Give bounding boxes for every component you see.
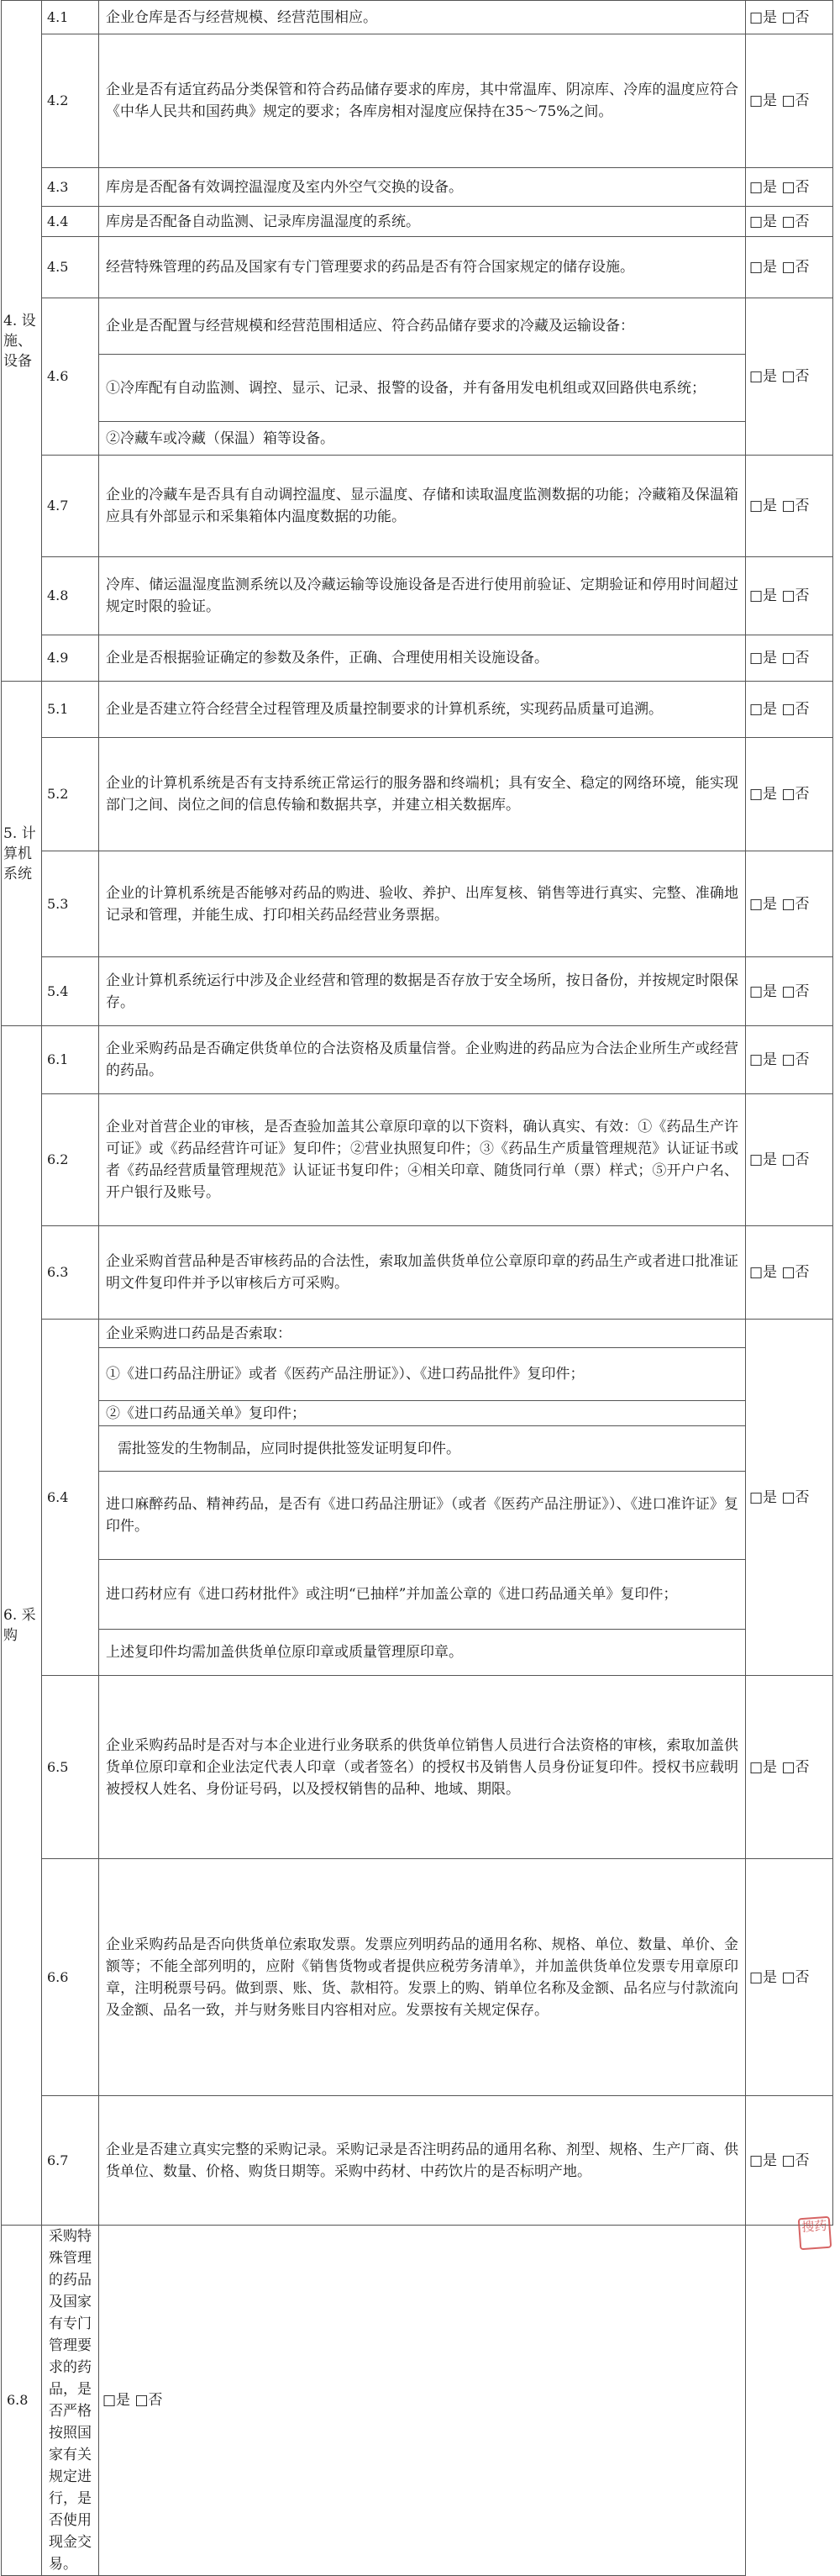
table-row [2,237,833,298]
item-number: 6.6 [42,1859,99,2096]
yes-no-checkbox[interactable]: □是 □否 [746,298,833,456]
section-label-computer-system: 5. 计算机系统 [2,682,42,1026]
yes-no-checkbox[interactable]: □是 □否 [746,1859,833,2096]
table-row [2,1226,833,1320]
section-label-procurement: 6. 采购 [2,1026,42,2226]
table-row [2,1094,833,1226]
table-row [2,1560,833,1630]
item-subtext: 进口麻醉药品、精神药品，是否有《进口药品注册证》（或者《医药产品注册证》）、《进口准许证》复印件。 [99,1472,746,1560]
table-row [2,1859,833,2096]
table-row [2,355,833,422]
item-number: 4.9 [42,635,99,682]
table-row [2,168,833,207]
item-number: 6.8 [2,2226,42,2576]
table-row [2,557,833,635]
inspection-checklist-table [1,0,833,2576]
table-row [2,738,833,851]
item-text: 企业是否建立真实完整的采购记录。采购记录是否注明药品的通用名称、剂型、规格、生产厂商、供货单位、数量、价格、购货日期等。采购中药材、中药饮片的是否标明产地。 [99,2096,746,2226]
table-row [2,2096,833,2226]
yes-no-checkbox[interactable]: □是 □否 [99,2226,746,2576]
item-text: 企业的计算机系统是否有支持系统正常运行的服务器和终端机；具有安全、稳定的网络环境，能实现部门之间、岗位之间的信息传输和数据共享，并建立相关数据库。 [99,738,746,851]
item-text: 库房是否配备自动监测、记录库房温湿度的系统。 [99,207,746,237]
table-row [2,2226,833,2576]
item-text: 企业采购药品是否向供货单位索取发票。发票应列明药品的通用名称、规格、单位、数量、单价、金额等；不能全部列明的，应附《销售货物或者提供应税劳务清单》，并加盖供货单位发票专用章原印章，注明税票号码。做到票、账、货、款相符。发票上的购、销单位名称及金额、品名应与付款流向及金额、品名一致，并与财务账目内容相对应。发票按有关规定保存。 [99,1859,746,2096]
item-number: 5.3 [42,851,99,957]
yes-no-checkbox[interactable]: □是 □否 [746,207,833,237]
table-row [2,207,833,237]
table-row [2,851,833,957]
section-label-facilities: 4. 设施、设备 [2,1,42,682]
item-text: 采购特殊管理的药品及国家有专门管理要求的药品，是否严格按照国家有关规定进行，是否使用现金交易。 [42,2226,99,2576]
yes-no-checkbox[interactable]: □是 □否 [746,557,833,635]
item-text: 企业计算机系统运行中涉及企业经营和管理的数据是否存放于安全场所，按日备份，并按规定时限保存。 [99,957,746,1026]
item-text: 经营特殊管理的药品及国家有专门管理要求的药品是否有符合国家规定的储存设施。 [99,237,746,298]
yes-no-checkbox[interactable]: □是 □否 [746,1676,833,1859]
table-row [2,1401,833,1426]
item-text: 企业是否配置与经营规模和经营范围相适应、符合药品储存要求的冷藏及运输设备： [99,298,746,355]
table-row [2,1426,833,1472]
item-text: 企业是否根据验证确定的参数及条件，正确、合理使用相关设施设备。 [99,635,746,682]
item-subtext: ②冷藏车或冷藏（保温）箱等设备。 [99,422,746,456]
item-text: 企业采购首营品种是否审核药品的合法性，索取加盖供货单位公章原印章的药品生产或者进口批准证明文件复印件并予以审核后方可采购。 [99,1226,746,1320]
item-number: 5.4 [42,957,99,1026]
item-number: 6.7 [42,2096,99,2226]
item-subtext: 需批签发的生物制品，应同时提供批签发证明复印件。 [99,1426,746,1472]
item-number: 6.5 [42,1676,99,1859]
item-number: 6.2 [42,1094,99,1226]
table-row [2,1,833,34]
item-text: 企业对首营企业的审核，是否查验加盖其公章原印章的以下资料，确认真实、有效：①《药品生产许可证》或《药品经营许可证》复印件；②营业执照复印件；③《药品生产质量管理规范》认证证书或者《药品经营质量管理规范》认证证书复印件；④相关印章、随货同行单（票）样式；⑤开户户名、开户银行及账号。 [99,1094,746,1226]
item-number: 5.2 [42,738,99,851]
item-subtext: 上述复印件均需加盖供货单位原印章或质量管理原印章。 [99,1630,746,1676]
table-row [2,1348,833,1401]
yes-no-checkbox[interactable]: □是 □否 [746,1094,833,1226]
item-subtext: ②《进口药品通关单》复印件； [99,1401,746,1426]
yes-no-checkbox[interactable]: □是 □否 [746,237,833,298]
watermark-stamp-logo: 搜药 [798,2216,832,2251]
table-row [2,456,833,557]
item-text: 企业采购药品时是否对与本企业进行业务联系的供货单位销售人员进行合法资格的审核，索取加盖供货单位原印章和企业法定代表人印章（或者签名）的授权书及销售人员身份证复印件。授权书应载明被授权人姓名、身份证号码，以及授权销售的品种、地域、期限。 [99,1676,746,1859]
item-text: 企业的冷藏车是否具有自动调控温度、显示温度、存储和读取温度监测数据的功能；冷藏箱及保温箱应具有外部显示和采集箱体内温度数据的功能。 [99,456,746,557]
item-number: 5.1 [42,682,99,738]
yes-no-checkbox[interactable]: □是 □否 [746,2096,833,2226]
item-number: 4.4 [42,207,99,237]
item-number: 6.4 [42,1320,99,1676]
yes-no-checkbox[interactable]: □是 □否 [746,1,833,34]
table-row [2,298,833,355]
table-row [2,957,833,1026]
yes-no-checkbox[interactable]: □是 □否 [746,851,833,957]
yes-no-checkbox[interactable]: □是 □否 [746,456,833,557]
yes-no-checkbox[interactable]: □是 □否 [746,168,833,207]
item-subtext: 进口药材应有《进口药材批件》或注明“已抽样”并加盖公章的《进口药品通关单》复印件； [99,1560,746,1630]
item-number: 4.6 [42,298,99,456]
item-text: 冷库、储运温湿度监测系统以及冷藏运输等设施设备是否进行使用前验证、定期验证和停用时间超过规定时限的验证。 [99,557,746,635]
yes-no-checkbox[interactable]: □是 □否 [746,1026,833,1094]
table-row [2,635,833,682]
item-text: 企业采购进口药品是否索取： [99,1320,746,1348]
yes-no-checkbox[interactable]: □是 □否 [746,1226,833,1320]
item-number: 6.1 [42,1026,99,1094]
item-text: 企业仓库是否与经营规模、经营范围相应。 [99,1,746,34]
item-number: 4.5 [42,237,99,298]
item-text: 企业是否有适宜药品分类保管和符合药品储存要求的库房，其中常温库、阴凉库、冷库的温度应符合《中华人民共和国药典》规定的要求；各库房相对湿度应保持在35～75%之间。 [99,34,746,168]
yes-no-checkbox[interactable]: □是 □否 [746,34,833,168]
item-text: 企业采购药品是否确定供货单位的合法资格及质量信誉。企业购进的药品应为合法企业所生产或经营的药品。 [99,1026,746,1094]
table-row [2,34,833,168]
item-number: 4.1 [42,1,99,34]
yes-no-checkbox[interactable]: □是 □否 [746,682,833,738]
item-number: 4.3 [42,168,99,207]
item-number: 4.7 [42,456,99,557]
table-row [2,1472,833,1560]
yes-no-checkbox[interactable]: □是 □否 [746,738,833,851]
item-subtext: ①《进口药品注册证》或者《医药产品注册证》）、《进口药品批件》复印件； [99,1348,746,1401]
table-row [2,1320,833,1348]
item-text: 企业是否建立符合经营全过程管理及质量控制要求的计算机系统，实现药品质量可追溯。 [99,682,746,738]
table-row [2,1676,833,1859]
table-row [2,682,833,738]
item-text: 企业的计算机系统是否能够对药品的购进、验收、养护、出库复核、销售等进行真实、完整、准确地记录和管理，并能生成、打印相关药品经营业务票据。 [99,851,746,957]
table-row [2,1630,833,1676]
yes-no-checkbox[interactable]: □是 □否 [746,957,833,1026]
item-text: 库房是否配备有效调控温湿度及室内外空气交换的设备。 [99,168,746,207]
item-number: 6.3 [42,1226,99,1320]
yes-no-checkbox[interactable]: □是 □否 [746,1320,833,1676]
item-number: 4.2 [42,34,99,168]
yes-no-checkbox[interactable]: □是 □否 [746,635,833,682]
item-subtext: ①冷库配有自动监测、调控、显示、记录、报警的设备，并有备用发电机组或双回路供电系统； [99,355,746,422]
item-number: 4.8 [42,557,99,635]
table-row [2,422,833,456]
table-row [2,1026,833,1094]
